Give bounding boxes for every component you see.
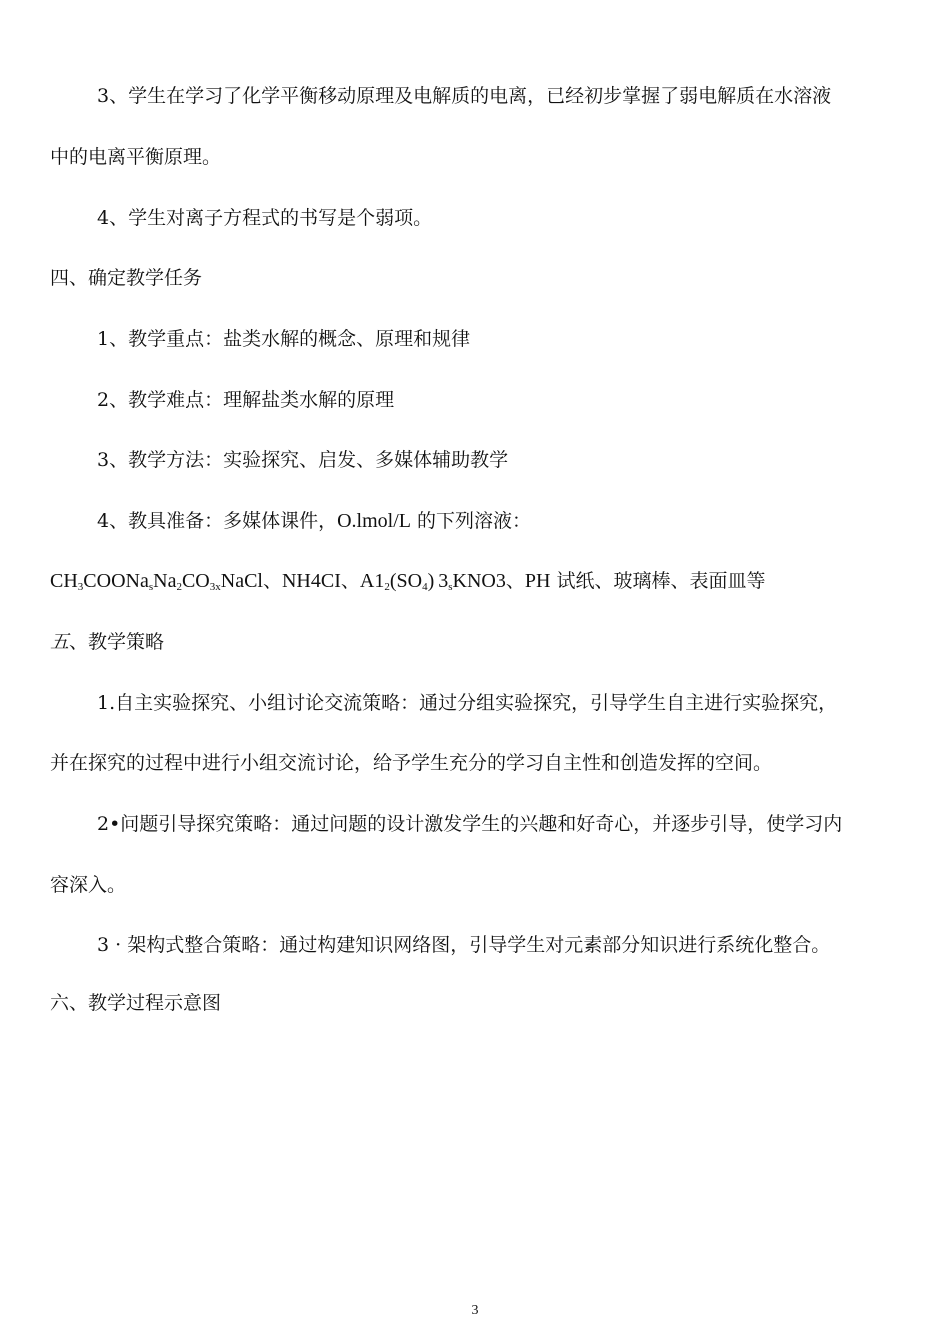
section5-item2-line1: 2•问题引导探究策略：通过问题的设计激发学生的兴趣和好奇心，并逐步引导，使学习内 [97,813,843,835]
section3-item3-line1: 3、学生在学习了化学平衡移动原理及电解质的电离，已经初步掌握了弱电解质在水溶液 [97,85,832,107]
chem-subscript: 2 [384,581,390,593]
chem-subscript: 3 [77,581,84,593]
chem-part: (SO [389,570,423,592]
section5-heading [50,630,900,654]
section4-item4-concentration: O.lmol/L [337,510,411,532]
section4-item4-prefix: 4、教具准备：多媒体课件， [97,510,338,532]
section3-item3-line2: 中的电离平衡原理。 [50,146,222,168]
chem-part: PH [524,570,551,592]
chem-subscript: 2 [176,581,182,593]
chem-part: CH [50,570,78,592]
chem-separator: 、 [262,570,282,592]
chem-subscript: s [448,581,453,593]
section5-heading-rest: 、教学策略 [69,631,165,653]
section5-heading-mark: 五 [50,631,70,653]
chem-part: KNO3 [452,570,506,592]
section4-item1: 1、教学重点：盐类水解的概念、原理和规律 [97,328,471,350]
chem-part: Na [153,570,177,592]
section4-heading: 四、确定教学任务 [50,267,203,289]
section6-heading: 六、教学过程示意图 [50,992,222,1014]
chemical-list [50,569,910,593]
section3-item4: 4、学生对离子方程式的书写是个弱项。 [97,207,433,229]
section5-item2-line2: 容深入。 [50,874,127,896]
section5-item1-line1: 1.自主实验探究、小组讨论交流策略：通过分组实验探究，引导学生自主进行实验探究， [97,692,838,714]
chem-subscript: s [148,581,154,593]
section4-item4-suffix: 的下列溶液： [410,510,532,532]
chem-part: NH4CI [281,570,341,592]
chem-tail: 试纸、玻璃棒、表面皿等 [550,570,766,592]
chem-part: COONa [83,570,149,592]
chem-subscript: 4 [422,581,428,593]
chem-part: A1 [359,570,385,592]
section4-item2: 2、教学难点：理解盐类水解的原理 [97,389,395,411]
chem-part: CO [181,570,210,592]
chem-part: NaCl [220,570,263,592]
chem-separator: 、 [505,570,525,592]
chem-subscript: 3x [209,581,221,593]
section4-item4 [97,509,897,533]
chem-separator: 、 [340,570,360,592]
chem-part: 3 [438,570,449,592]
chem-part: ) [427,570,435,592]
section5-item3: 3 · 架构式整合策略：通过构建知识网络图，引导学生对元素部分知识进行系统化整合。 [97,934,831,956]
section4-item3: 3、教学方法：实验探究、启发、多媒体辅助教学 [97,449,509,471]
page-number: 3 [471,1303,479,1318]
section5-item1-line2: 并在探究的过程中进行小组交流讨论，给予学生充分的学习自主性和创造发挥的空间。 [50,752,773,774]
